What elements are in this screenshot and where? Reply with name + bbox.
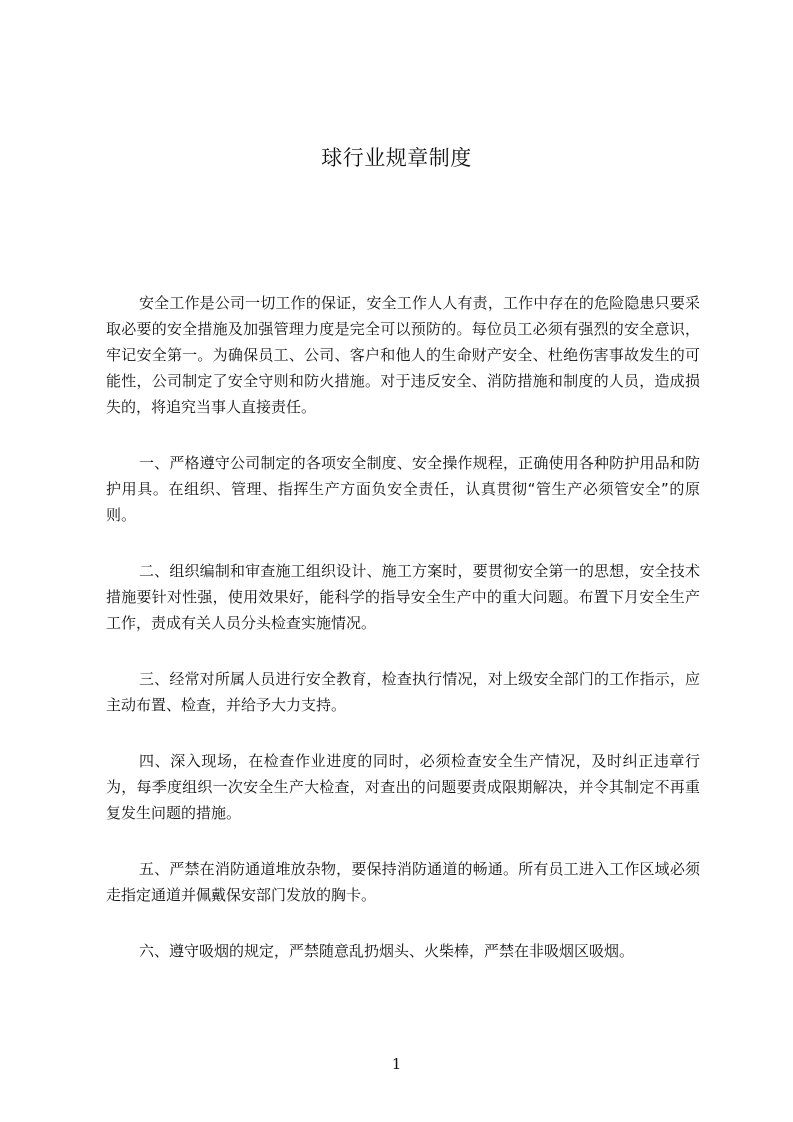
document-body — [106, 290, 700, 994]
rule-paragraph-4: 四、深入现场，在检查作业进度的同时，必须检查安全生产情况，及时纠正违章行为，每季度组织一次安全生产大检查，对查出的问题要责成限期解决，并令其制定不再重复发生问题的措施。 — [106, 752, 700, 822]
rule-paragraph-2: 二、组织编制和审查施工组织设计、施工方案时，要贯彻安全第一的思想，安全技术措施要针对性强，使用效果好，能科学的指导安全生产中的重大问题。布置下月安全生产工作，责成有关人员分头检查实施情况。 — [106, 562, 700, 632]
rule-paragraph-3: 三、经常对所属人员进行安全教育，检查执行情况，对上级安全部门的工作指示，应主动布置、检查，并给予大力支持。 — [106, 670, 700, 714]
rule-paragraph-5: 五、严禁在消防通道堆放杂物，要保持消防通道的畅通。所有员工进入工作区域必须走指定通道并佩戴保安部门发放的胸卡。 — [106, 860, 700, 904]
page-number: 1 — [391, 1055, 402, 1073]
rule-paragraph-1: 一、严格遵守公司制定的各项安全制度、安全操作规程，正确使用各种防护用品和防护用具。在组织、管理、指挥生产方面负安全责任，认真贯彻“管生产必须管安全”的原则。 — [106, 454, 700, 524]
intro-paragraph: 安全工作是公司一切工作的保证，安全工作人人有责，工作中存在的危险隐患只要采取必要的安全措施及加强管理力度是完全可以预防的。每位员工必须有强烈的安全意识，牢记安全第一。为确保员工、公司、客户和他人的生命财产安全、杜绝伤害事故发生的可能性，公司制定了安全守则和防火措施。对于违反安全、消防措施和制度的人员，造成损失的，将追究当事人直接责任。 — [106, 294, 700, 416]
rule-paragraph-6: 六、遵守吸烟的规定，严禁随意乱扔烟头、火柴棒，严禁在非吸烟区吸烟。 — [139, 942, 635, 960]
document-title: 球行业规章制度 — [321, 146, 472, 170]
